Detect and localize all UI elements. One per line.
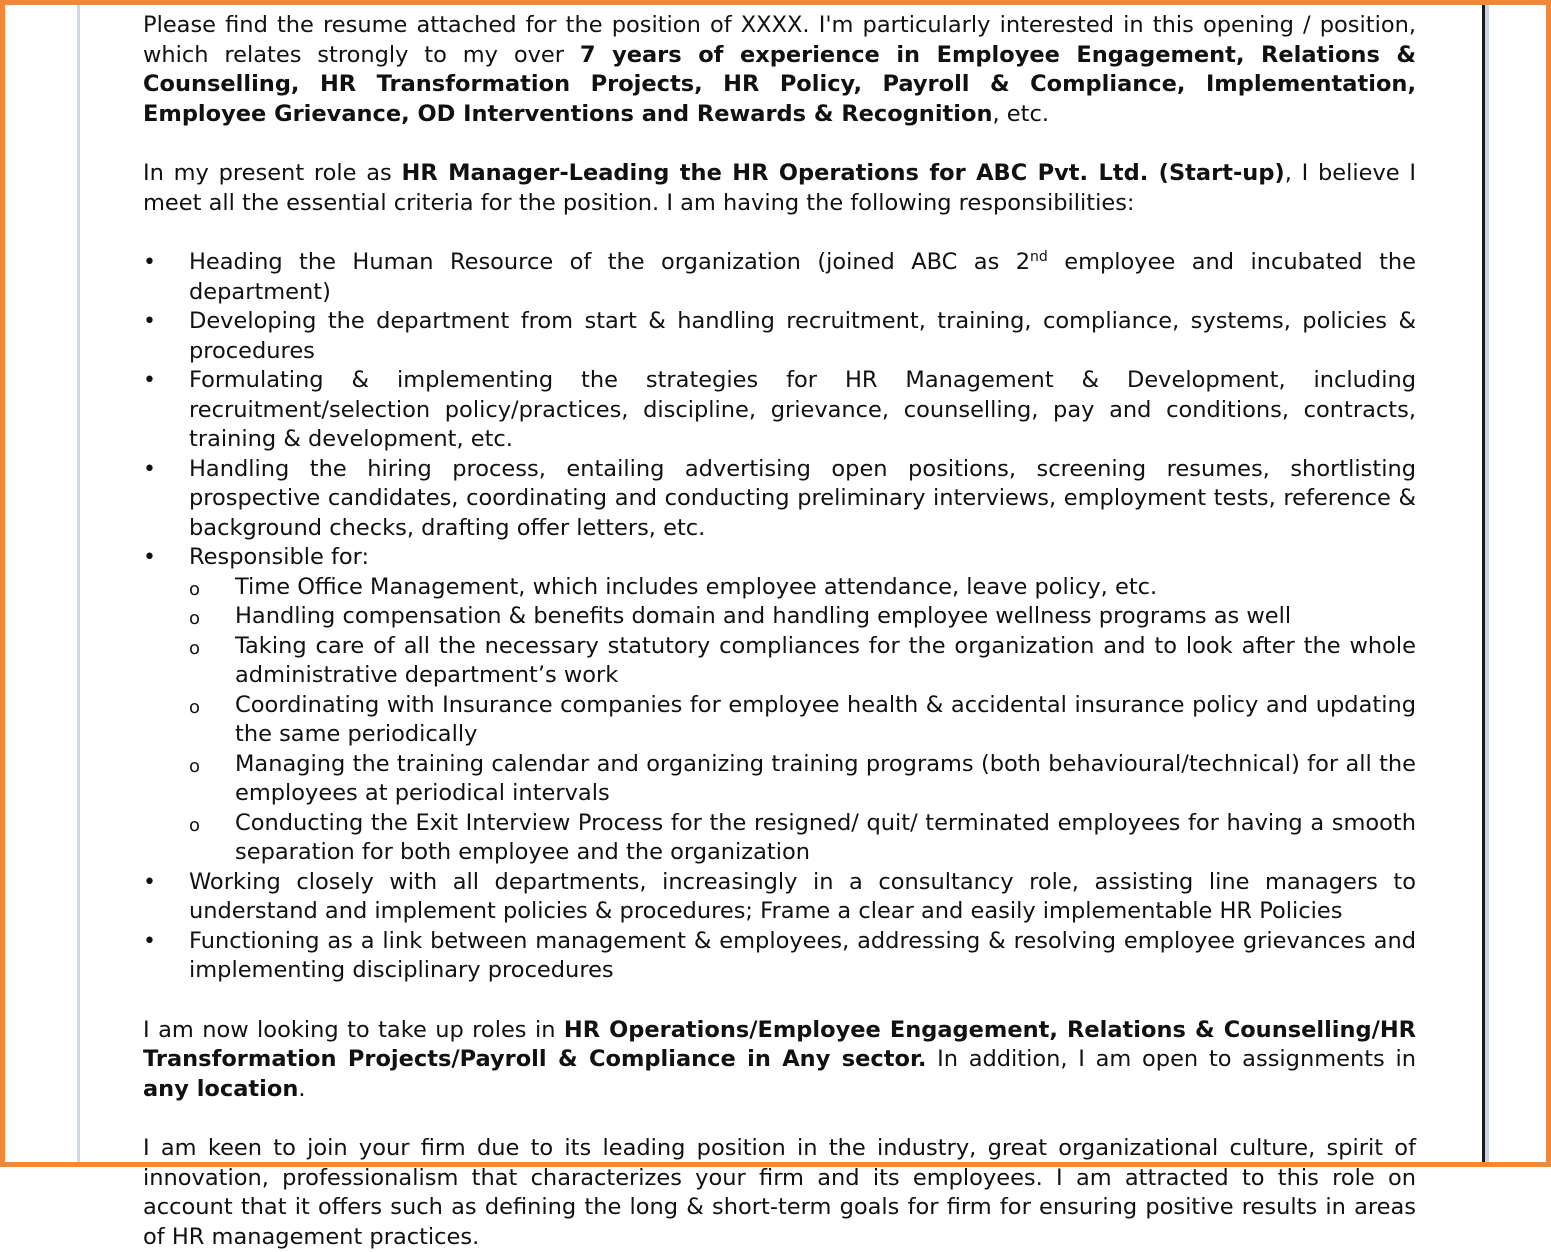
- list-item: • Developing the department from start & handling recruitment, training, compliance, systems, policies & procedures: [143, 307, 1416, 366]
- seeking-roles-highlight: HR Operations/Employee Engagement, Relations & Counselling/HR Transformation Projects/Payroll & Compliance in Any sector.: [143, 1016, 1416, 1072]
- seeking-roles-text-mid: In addition, I am open to assignments in: [926, 1046, 1416, 1072]
- ordinal-suffix: nd: [1030, 249, 1048, 265]
- sub-list-item: o Time Office Management, which includes employee attendance, leave policy, etc.: [189, 573, 1416, 603]
- seeking-roles-text: I am now looking to take up roles in: [143, 1016, 564, 1043]
- intro-experience-highlight: 7 years of experience in Employee Engagement, Relations & Counselling, HR Transformation Projects, HR Policy, Payroll & Compliance, Implementation, Employee Grievance, OD Interventions and Rewards & Recognition: [143, 41, 1416, 127]
- sub-list-item: o Handling compensation & benefits domain and handling employee wellness programs as well: [189, 602, 1416, 632]
- seeking-roles-paragraph: [143, 1016, 1416, 1105]
- right-margin-shadow: [1485, 5, 1489, 1162]
- sub-list-item: o Coordinating with Insurance companies for employee health & accidental insurance policy and updating the same periodically: [189, 691, 1416, 750]
- list-item: • Handling the hiring process, entailing advertising open positions, screening resumes, shortlisting prospective candidates, coordinating and conducting preliminary interviews, employment tests, reference & background checks, drafting offer letters, etc.: [143, 455, 1416, 544]
- cover-letter-body: [143, 11, 1416, 1252]
- responsibilities-list: [143, 248, 1416, 986]
- intro-paragraph: [143, 11, 1416, 129]
- present-role-title: HR Manager-Leading the HR Operations for ABC Pvt. Ltd. (Start-up): [401, 160, 1285, 186]
- list-item-text: Heading the Human Resource of the organization (joined ABC as 2: [189, 249, 1031, 275]
- present-role-text-end: , I believe I meet all the essential criteria for the position. I am having the following responsibilities:: [143, 160, 1416, 216]
- present-role-paragraph: [143, 159, 1416, 218]
- intro-text: Please find the resume attached for the position of XXXX. I'm particularly interested in this opening / position, which relates strongly to my over: [143, 12, 1416, 68]
- left-margin-rule: [77, 5, 80, 1162]
- responsible-for-label: Responsible for:: [189, 544, 370, 570]
- sub-list-item: o Taking care of all the necessary statutory compliances for the organization and to look after the whole administrative department’s work: [189, 632, 1416, 691]
- intro-text-end: , etc.: [992, 100, 1049, 127]
- location-highlight: any location: [143, 1075, 299, 1102]
- list-item: [143, 543, 1416, 868]
- present-role-text: In my present role as: [143, 160, 402, 186]
- sub-list-item: o Conducting the Exit Interview Process for the resigned/ quit/ terminated employees for having a smooth separation for both employee and the organization: [189, 809, 1416, 868]
- list-item: • Formulating & implementing the strategies for HR Management & Development, including recruitment/selection policy/practices, discipline, grievance, counselling, pay and conditions, contracts, training & development, etc.: [143, 366, 1416, 455]
- list-item: [143, 248, 1416, 307]
- list-item-text-end: employee and incubated the department): [189, 249, 1416, 305]
- motivation-paragraph: I am keen to join your firm due to its leading position in the industry, great organizational culture, spirit of innovation, professionalism that characterizes your firm and its employees. I am attracted to this role on account that it offers such as defining the long & short-term goals for firm for ensuring positive results in areas of HR management practices.: [143, 1135, 1416, 1250]
- list-item: • Working closely with all departments, increasingly in a consultancy role, assisting line managers to understand and implement policies & procedures; Frame a clear and easily implementable HR Policies: [143, 868, 1416, 927]
- seeking-roles-text-end: .: [298, 1075, 306, 1102]
- sub-list-item: o Managing the training calendar and organizing training programs (both behavioural/technical) for all the employees at periodical intervals: [189, 750, 1416, 809]
- list-item: • Functioning as a link between management & employees, addressing & resolving employee grievances and implementing disciplinary procedures: [143, 927, 1416, 986]
- responsible-for-sublist: [189, 573, 1416, 868]
